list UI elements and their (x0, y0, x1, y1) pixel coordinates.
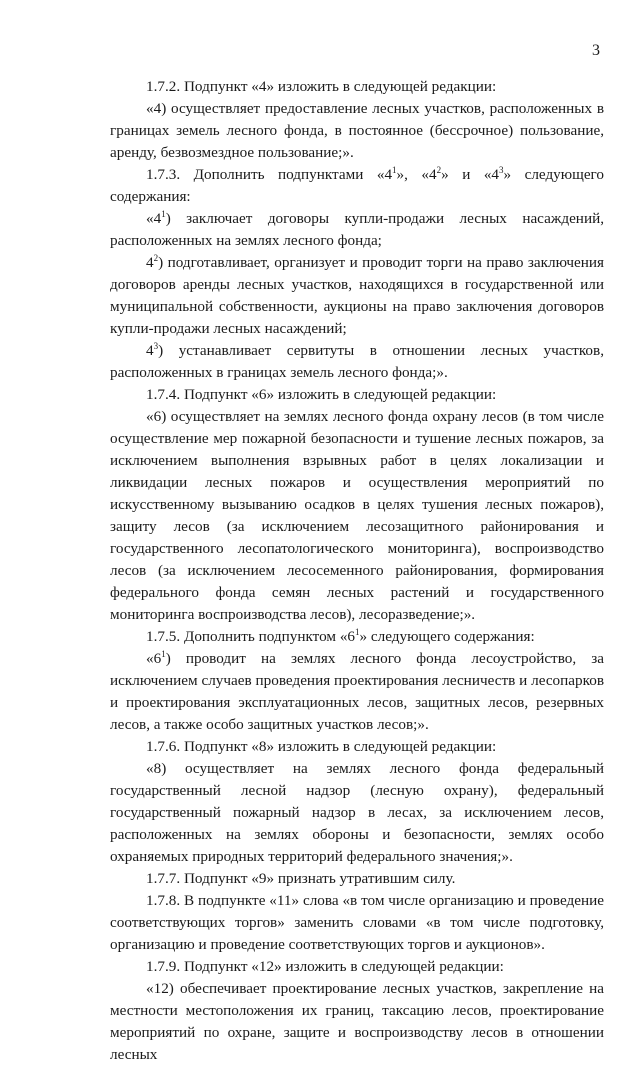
paragraph-text: 1.7.7. Подпункт «9» признать утратившим силу. (146, 870, 456, 887)
paragraph (110, 340, 604, 384)
paragraph-text: 4 (146, 254, 154, 271)
paragraph (110, 384, 604, 406)
paragraph (110, 98, 604, 164)
superscript: 3 (499, 165, 504, 175)
paragraph-text: 1.7.8. В подпункте «11» слова «в том числе организацию и проведение соответствующих торгов» заменить словами «в том числе подготовку, организацию и проведение соответствующих торгов и аукционов». (110, 892, 604, 953)
superscript: 1 (161, 649, 166, 659)
paragraph-text: «8) осуществляет на землях лесного фонда федеральный государственный лесной надзор (лесную охрану), федеральный государственный пожарный надзор в лесах, за исключением лесов, расположенных на землях обороны и безопасности, землях особо охраняемых природных территорий федерального значения;». (110, 760, 604, 865)
paragraph (110, 758, 604, 868)
paragraph-text: ) заключает договоры купли-продажи лесных насаждений, расположенных на землях лесного фонда; (110, 210, 604, 249)
paragraph-text: », «4 (396, 166, 437, 183)
paragraph (110, 890, 604, 956)
superscript: 2 (436, 165, 442, 175)
document-body (110, 76, 604, 1066)
paragraph-text: ) проводит на землях лесного фонда лесоустройство, за исключением случаев проведения проектирования лесничеств и лесопарков и проектирования эксплуатационных лесов, защитных лесов, резервных лесов, а также особо защитных участков лесов;». (110, 650, 604, 733)
superscript: 2 (153, 253, 159, 263)
paragraph (110, 208, 604, 252)
superscript: 3 (153, 341, 159, 351)
paragraph (110, 978, 604, 1066)
paragraph (110, 164, 604, 208)
paragraph-text: «12) обеспечивает проектирование лесных участков, закрепление на местности местоположения их границ, таксацию лесов, проектирование мероприятий по охране, защите и воспроизводству лесов в отношении лесных (110, 980, 604, 1063)
superscript: 1 (355, 627, 360, 637)
paragraph-text: «6 (146, 650, 162, 667)
superscript: 1 (161, 209, 166, 219)
superscript: 1 (392, 165, 397, 175)
paragraph (110, 406, 604, 626)
paragraph-text: «4 (146, 210, 162, 227)
paragraph-text: » и «4 (441, 166, 500, 183)
paragraph (110, 736, 604, 758)
paragraph (110, 868, 604, 890)
paragraph-text: ) подготавливает, организует и проводит торги на право заключения договоров аренды лесных участков, находящихся в государственной или муниципальной собственности, аукционы на право заключения договоров купли-продажи лесных насаждений; (110, 254, 604, 337)
paragraph (110, 76, 604, 98)
paragraph-text: «4) осуществляет предоставление лесных участков, расположенных в границах земель лесного фонда, в постоянное (бессрочное) пользование, аренду, безвозмездное пользование;». (110, 100, 604, 161)
paragraph (110, 252, 604, 340)
paragraph-text: 1.7.3. Дополнить подпунктами «4 (146, 166, 393, 183)
paragraph-text: 1.7.5. Дополнить подпунктом «6 (146, 628, 356, 645)
paragraph-text: 1.7.4. Подпункт «6» изложить в следующей редакции: (146, 386, 497, 403)
paragraph-text: 1.7.2. Подпункт «4» изложить в следующей редакции: (146, 78, 497, 95)
paragraph-text: » следующего содержания: (359, 628, 535, 645)
paragraph-text: 1.7.9. Подпункт «12» изложить в следующей редакции: (146, 958, 504, 975)
paragraph-text: 4 (146, 342, 154, 359)
paragraph (110, 648, 604, 736)
paragraph-text: «6) осуществляет на землях лесного фонда охрану лесов (в том числе осуществление мер пожарной безопасности и тушение лесных пожаров, за исключением выполнения взрывных работ в целях локализации и ликвидации лесных пожаров и осуществления мероприятий по искусственному вызыванию осадков в целях тушения лесных пожаров), защиту лесов (за исключением лесозащитного районирования и государственного лесопатологического мониторинга), воспроизводство лесов (за исключением лесосеменного районирования, формирования федерального фонда семян лесных растений и государственного мониторинга воспроизводства лесов), лесоразведение;». (110, 408, 604, 623)
paragraph-text: » следующего содержания: (110, 166, 605, 205)
paragraph-text: 1.7.6. Подпункт «8» изложить в следующей редакции: (146, 738, 497, 755)
paragraph (110, 956, 604, 978)
paragraph-text: ) устанавливает сервитуты в отношении лесных участков, расположенных в границах земель лесного фонда;». (110, 342, 604, 381)
paragraph (110, 626, 604, 648)
page-number: 3 (592, 42, 600, 59)
